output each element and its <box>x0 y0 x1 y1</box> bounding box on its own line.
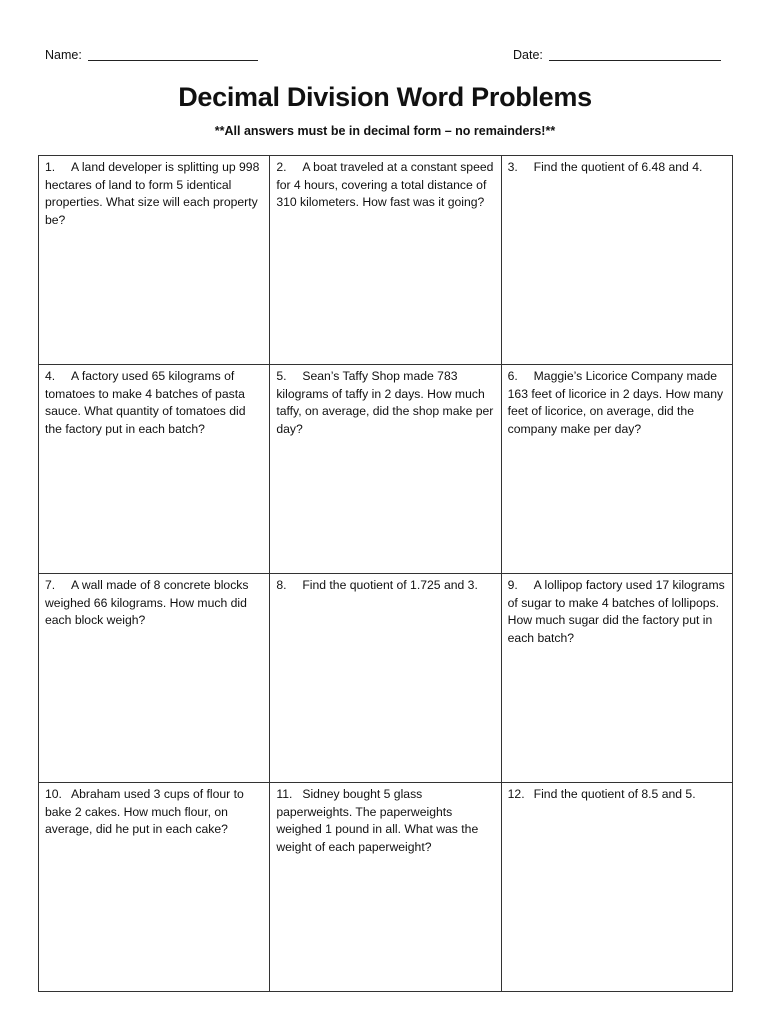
problem-cell-10[interactable] <box>39 783 270 992</box>
problem-text: A lollipop factory used 17 kilograms of sugar to make 4 batches of lollipops. How much sugar did the factory put in each batch? <box>507 578 725 645</box>
problem-text: Abraham used 3 cups of flour to bake 2 cakes. How much flour, on average, did he put in each cake? <box>45 787 244 836</box>
problem-number: 4. <box>45 369 56 383</box>
problem-text: Find the quotient of 6.48 and 4. <box>533 160 703 174</box>
date-label: Date: <box>513 48 543 62</box>
instructions: **All answers must be in decimal form – no remainders!** <box>214 124 556 138</box>
problem-number: 6. <box>507 369 518 383</box>
problem-number: 10. <box>45 787 62 801</box>
problem-text: Sean’s Taffy Shop made 783 kilograms of taffy in 2 days. How much taffy, on average, did the shop make per day? <box>276 369 494 436</box>
date-blank-line[interactable] <box>549 48 721 61</box>
problem-number: 12. <box>507 787 525 801</box>
problem-row <box>39 156 733 365</box>
problem-number: 11. <box>276 787 293 801</box>
problem-cell-11[interactable] <box>270 783 501 992</box>
problem-text: Sidney bought 5 glass paperweights. The paperweights weighed 1 pound in all. What was the weight of each paperweight? <box>276 787 479 854</box>
problem-cell-2[interactable] <box>270 156 501 365</box>
problem-cell-12[interactable] <box>501 783 732 992</box>
problem-number: 5. <box>276 369 287 383</box>
name-label: Name: <box>45 48 82 62</box>
problem-text: A factory used 65 kilograms of tomatoes to make 4 batches of pasta sauce. What quantity of tomatoes did the factory put in each batch? <box>45 369 246 436</box>
name-field <box>45 46 258 62</box>
problem-row <box>39 783 733 992</box>
problem-cell-8[interactable] <box>270 574 501 783</box>
problem-text: Find the quotient of 8.5 and 5. <box>533 787 696 801</box>
date-field <box>513 46 721 62</box>
name-blank-line[interactable] <box>88 48 258 61</box>
problem-cell-3[interactable] <box>501 156 732 365</box>
problem-text: A boat traveled at a constant speed for 4 hours, covering a total distance of 310 kilometers. How fast was it going? <box>276 160 494 209</box>
problem-row <box>39 365 733 574</box>
problem-number: 9. <box>507 578 518 592</box>
problem-number: 1. <box>45 160 56 174</box>
problem-text: Find the quotient of 1.725 and 3. <box>302 578 478 592</box>
problem-row <box>39 574 733 783</box>
problem-number: 7. <box>45 578 56 592</box>
problem-cell-1[interactable] <box>39 156 270 365</box>
problem-cell-5[interactable] <box>270 365 501 574</box>
problem-number: 3. <box>507 160 518 174</box>
header-row <box>45 46 725 66</box>
problem-grid <box>38 155 733 992</box>
problem-number: 8. <box>276 578 287 592</box>
problem-number: 2. <box>276 160 287 174</box>
problem-text: Maggie’s Licorice Company made 163 feet of licorice in 2 days. How many feet of licorice, on average, did the company make per day? <box>507 369 724 436</box>
problem-cell-6[interactable] <box>501 365 732 574</box>
problem-text: A wall made of 8 concrete blocks weighed 66 kilograms. How much did each block weigh? <box>45 578 249 627</box>
problem-text: A land developer is splitting up 998 hectares of land to form 5 identical properties. What size will each property be? <box>45 160 260 227</box>
problem-cell-9[interactable] <box>501 574 732 783</box>
page-title: Decimal Division Word Problems <box>178 82 592 112</box>
problem-cell-4[interactable] <box>39 365 270 574</box>
problem-cell-7[interactable] <box>39 574 270 783</box>
